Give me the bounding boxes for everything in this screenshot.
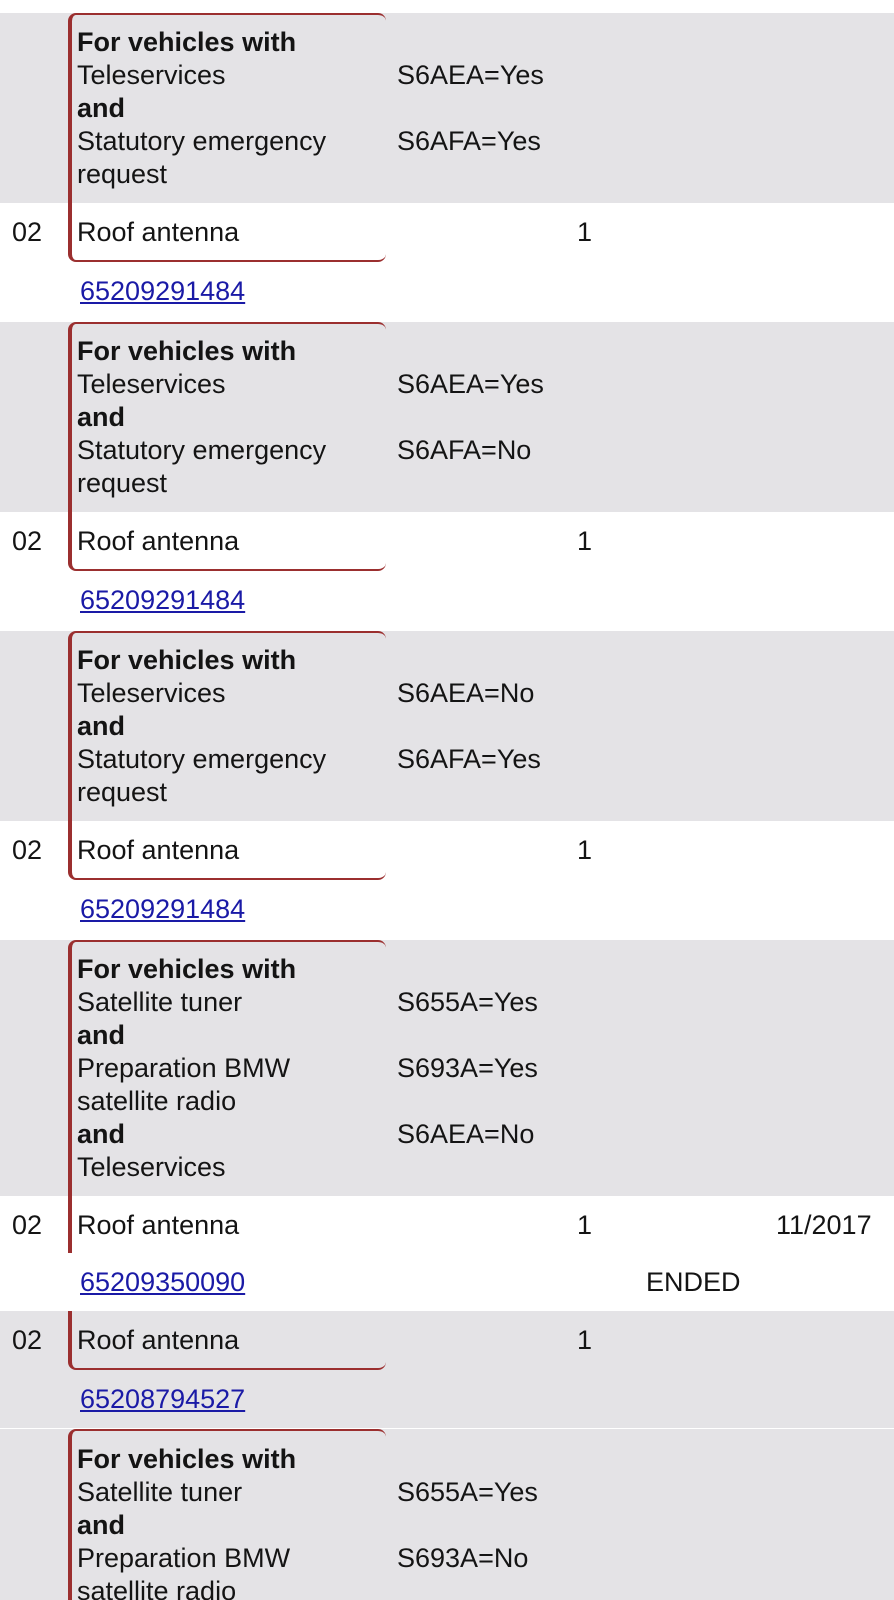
part-number-link[interactable]: 65209291484 [80,276,246,306]
condition-and: and [77,402,126,432]
condition-and: and [77,1510,126,1540]
status-label: ENDED [646,1267,741,1297]
part-number-link[interactable]: 65209291484 [80,585,246,615]
condition-label: Teleservices [77,60,226,90]
condition-code: S655A=Yes [397,1477,538,1507]
position-number: 02 [12,217,43,247]
condition-code: S6AEA=No [397,678,535,708]
condition-heading: For vehicles with [77,954,297,984]
condition-label: Teleservices [77,678,226,708]
part-number-link[interactable]: 65208794527 [80,1384,246,1414]
part-name: Roof antenna [77,526,240,556]
part-name: Roof antenna [77,217,240,247]
condition-label: Statutory emergency [77,126,327,156]
part-name: Roof antenna [77,1210,240,1240]
part-number-link[interactable]: 65209350090 [80,1267,246,1297]
condition-label: Statutory emergency [77,435,327,465]
quantity: 1 [577,1210,593,1240]
condition-label: Statutory emergency [77,744,327,774]
position-number: 02 [12,526,43,556]
condition-label: Satellite tuner [77,987,243,1017]
condition-code: S655A=Yes [397,987,538,1017]
condition-code: S693A=Yes [397,1053,538,1083]
condition-heading: For vehicles with [77,1444,297,1474]
quantity: 1 [577,1325,593,1355]
condition-label: Preparation BMW [77,1053,291,1083]
position-number: 02 [12,1325,43,1355]
condition-label: satellite radio [77,1086,237,1116]
condition-heading: For vehicles with [77,645,297,675]
part-name: Roof antenna [77,835,240,865]
condition-code: S693A=No [397,1543,529,1573]
quantity: 1 [577,526,593,556]
position-number: 02 [12,835,43,865]
condition-heading: For vehicles with [77,27,297,57]
condition-label: request [77,468,168,498]
position-number: 02 [12,1210,43,1240]
condition-code: S6AFA=Yes [397,744,541,774]
condition-code: S6AEA=Yes [397,60,544,90]
condition-code: S6AFA=Yes [397,126,541,156]
condition-label: Teleservices [77,1152,226,1182]
condition-heading: For vehicles with [77,336,297,366]
condition-and: and [77,711,126,741]
condition-label: request [77,159,168,189]
condition-code: S6AEA=Yes [397,369,544,399]
condition-label: request [77,777,168,807]
condition-code: S6AFA=No [397,435,532,465]
condition-code: S6AEA=No [397,1119,535,1149]
condition-label: Teleservices [77,369,226,399]
condition-and: and [77,93,126,123]
condition-label: satellite radio [77,1576,237,1600]
part-number-link[interactable]: 65209291484 [80,894,246,924]
condition-and: and [77,1020,126,1050]
quantity: 1 [577,835,593,865]
production-date: 11/2017 [776,1210,872,1240]
condition-and: and [77,1119,126,1149]
condition-label: Preparation BMW [77,1543,291,1573]
condition-label: Satellite tuner [77,1477,243,1507]
quantity: 1 [577,217,593,247]
part-name: Roof antenna [77,1325,240,1355]
